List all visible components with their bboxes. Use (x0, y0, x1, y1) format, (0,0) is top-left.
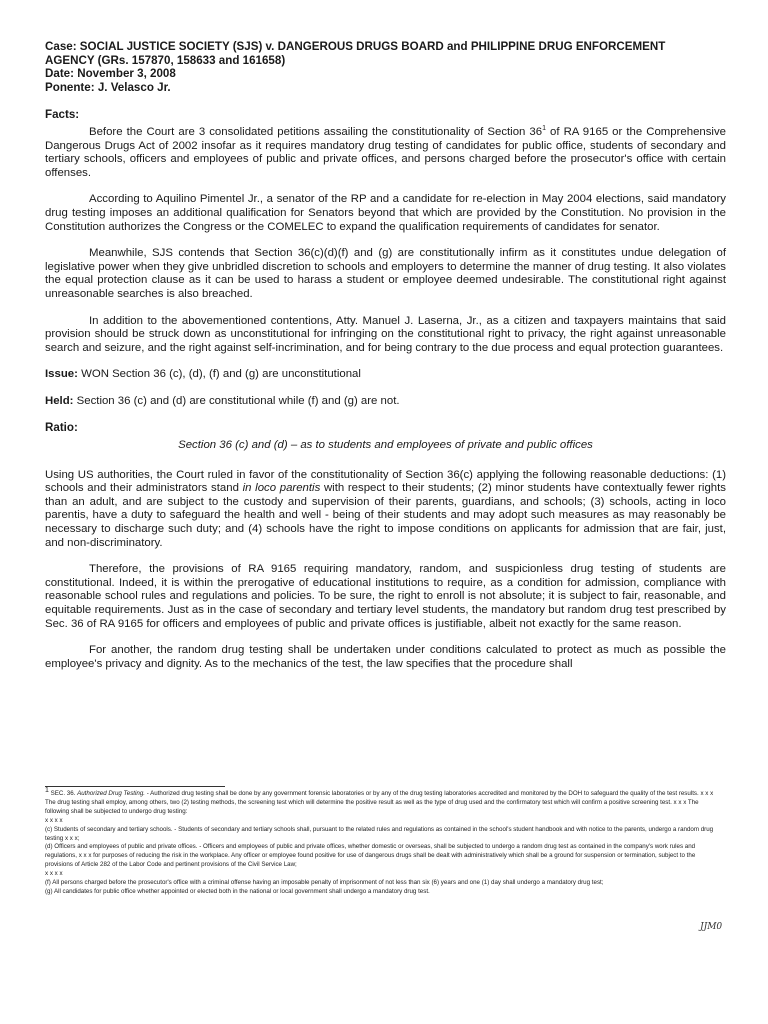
case-title-line-2: AGENCY (GRs. 157870, 158633 and 161658) (45, 53, 286, 67)
footnote-intro (45, 786, 715, 817)
ratio-paragraph-2: Therefore, the provisions of RA 9165 requiring mandatory, random, and suspicionless drug testing of students are constitutional. Indeed, it is within the prerogative of educational institutions to require, as a condition for admission, compliance with reasonable school rules and regulations and policies. To be sure, the right to enroll is not absolute; it is subject to fair, reasonable, and equitable requirements. Just as in the case of secondary and tertiary level students, the mandatory but random drug test prescribed by Sec. 36 of RA 9165 for officers and employees of public and private offices is justifiable, albeit not exactly for the same reason. (45, 563, 726, 630)
footnote-marker: 1 (45, 786, 49, 794)
handwritten-initials: JJM0 (700, 922, 723, 932)
issue-line (45, 368, 726, 382)
footnote-divider (45, 786, 225, 787)
footnote-item-d: (d) Officers and employees of public and private offices. - Officers and employees of public and private offices, whether domestic or overseas, shall be subjected to undergo a random drug test as contained in the company's work rules and regulations, x x x for purposes of reducing the risk in the workplace. Any officer or employee found positive for use of dangerous drugs shall be dealt with administratively which shall be a ground for suspension or termination, subject to the provisions of Article 282 of the Labor Code and pertinent provisions of the Civil Service Law; (45, 843, 696, 869)
case-ponente: Ponente: J. Velasco Jr. (45, 80, 171, 94)
issue-text: WON Section 36 (c), (d), (f) and (g) are unconstitutional (77, 368, 361, 381)
footnote-ref: 1 (542, 125, 546, 133)
document-page (45, 40, 726, 684)
facts-paragraph-1 (45, 126, 726, 180)
footnote-intro-b: - Authorized drug testing shall be done by any government forensic laboratories or by any of the drug testing laboratories accredited and monitored by the DOH to safeguard the quality of the test results. x x x The drug testing shall employ, among others, two (2) testing methods, the screening test which will determine the positive result as well as the type of drug used and the confirmatory test which will confirm a positive screening test. x x x The following shall be subjected to undergo drug testing: (45, 790, 714, 815)
case-title (45, 40, 726, 67)
ratio-paragraph-3: For another, the random drug testing shall be undertaken under conditions calculated to protect as much as possible the employee's privacy and dignity. As to the mechanics of the test, the law specifies that the procedure shall (45, 644, 726, 670)
footnote-ellipsis-1: x x x x (45, 816, 63, 824)
ratio-p1-text-a: Using US authorities, the Court ruled in favor of the constitutionality of Section 36(c) applying the following reasonable deductions: (1) schools and their administrators stand (45, 468, 726, 495)
ratio-heading: Ratio: (45, 421, 78, 435)
ratio-paragraph-1 (45, 469, 726, 551)
facts-p1-text-a: Before the Court are 3 consolidated petitions assailing the constitutionality of Section 36 (89, 125, 543, 138)
footnote-intro-a: SEC. 36. (48, 790, 78, 797)
footnote-ellipsis-2: x x x x (45, 870, 63, 878)
footnote-item-f: (f) All persons charged before the prosecutor's office with a criminal offense having an imposable penalty of imprisonment of not less than six (6) years and one (1) day shall undergo a mandatory drug test; (45, 879, 604, 887)
case-date: Date: November 3, 2008 (45, 67, 176, 81)
case-title-line-1: Case: SOCIAL JUSTICE SOCIETY (SJS) v. DANGEROUS DRUGS BOARD and PHILIPPINE DRUG ENFORCEMENT (45, 40, 666, 53)
facts-paragraph-3: Meanwhile, SJS contends that Section 36(c)(d)(f) and (g) are constitutionally infirm as it constitutes undue delegation of legislative power when they give unbridled discretion to schools and employers to determine the manner of drug testing. It also violates the equal protection clause as it can be used to harass a student or employee deemed undesirable. The constitutional right against unreasonable searches is also breached. (45, 247, 726, 300)
footnote (45, 786, 715, 897)
ratio-p1-text-b: with respect to their students; (2) minor students have contextually fewer rights than an adult, and are subject to the custody and supervision of their parents, guardians, and schools; (3) schools, acting in loco parentis, have a duty to safeguard the health and well - being of their students and may adopt such measures as may reasonably be necessary to discharge such duty; and (4) schools have the right to impose conditions on applicants for admission that are fair, just, and non-discriminatory. (45, 482, 726, 549)
held-label: Held: (45, 394, 74, 407)
issue-label: Issue: (45, 368, 78, 381)
ratio-subheading: Section 36 (c) and (d) – as to students and employees of private and public offices (178, 439, 593, 452)
held-text: Section 36 (c) and (d) are constitutional while (f) and (g) are not. (73, 394, 400, 407)
facts-paragraph-2: According to Aquilino Pimentel Jr., a senator of the RP and a candidate for re-election in May 2004 elections, said mandatory drug testing imposes an additional qualification for Senators beyond that which are provided by the Constitution. No provision in the Constitution authorizes the Congress or the COMELEC to expand the qualification requirements of candidates for senator. (45, 193, 726, 233)
footnote-item-g: (g) All candidates for public office whether appointed or elected both in the national or local government shall undergo a mandatory drug test. (45, 887, 430, 895)
facts-paragraph-4: In addition to the abovementioned contentions, Atty. Manuel J. Laserna, Jr., as a citizen and taxpayers maintains that said provision should be struck down as unconstitutional for infringing on the constitutional right to privacy, the right against unreasonable search and seizure, and the right against self-incrimination, and for being contrary to the due process and equal protection guarantees. (45, 314, 726, 354)
footnote-intro-italic: Authorized Drug Testing. (77, 790, 145, 797)
facts-p1-text-b: of RA 9165 or the Comprehensive Dangerous Drugs Act of 2002 insofar as it requires mandatory drug testing of candidates for public office, students of secondary and tertiary schools, officers and employees of public and private offices, and persons charged before the prosecutor's office with certain offenses. (45, 125, 726, 179)
held-line (45, 395, 726, 409)
footnote-item-c: (c) Students of secondary and tertiary schools. - Students of secondary and tertiary schools shall, pursuant to the related rules and regulations as contained in the school's student handbook and with notice to the parents, undergo a random drug testing x x x; (45, 825, 714, 842)
ratio-p1-italic: in loco parentis (242, 482, 321, 495)
facts-heading: Facts: (45, 108, 80, 122)
